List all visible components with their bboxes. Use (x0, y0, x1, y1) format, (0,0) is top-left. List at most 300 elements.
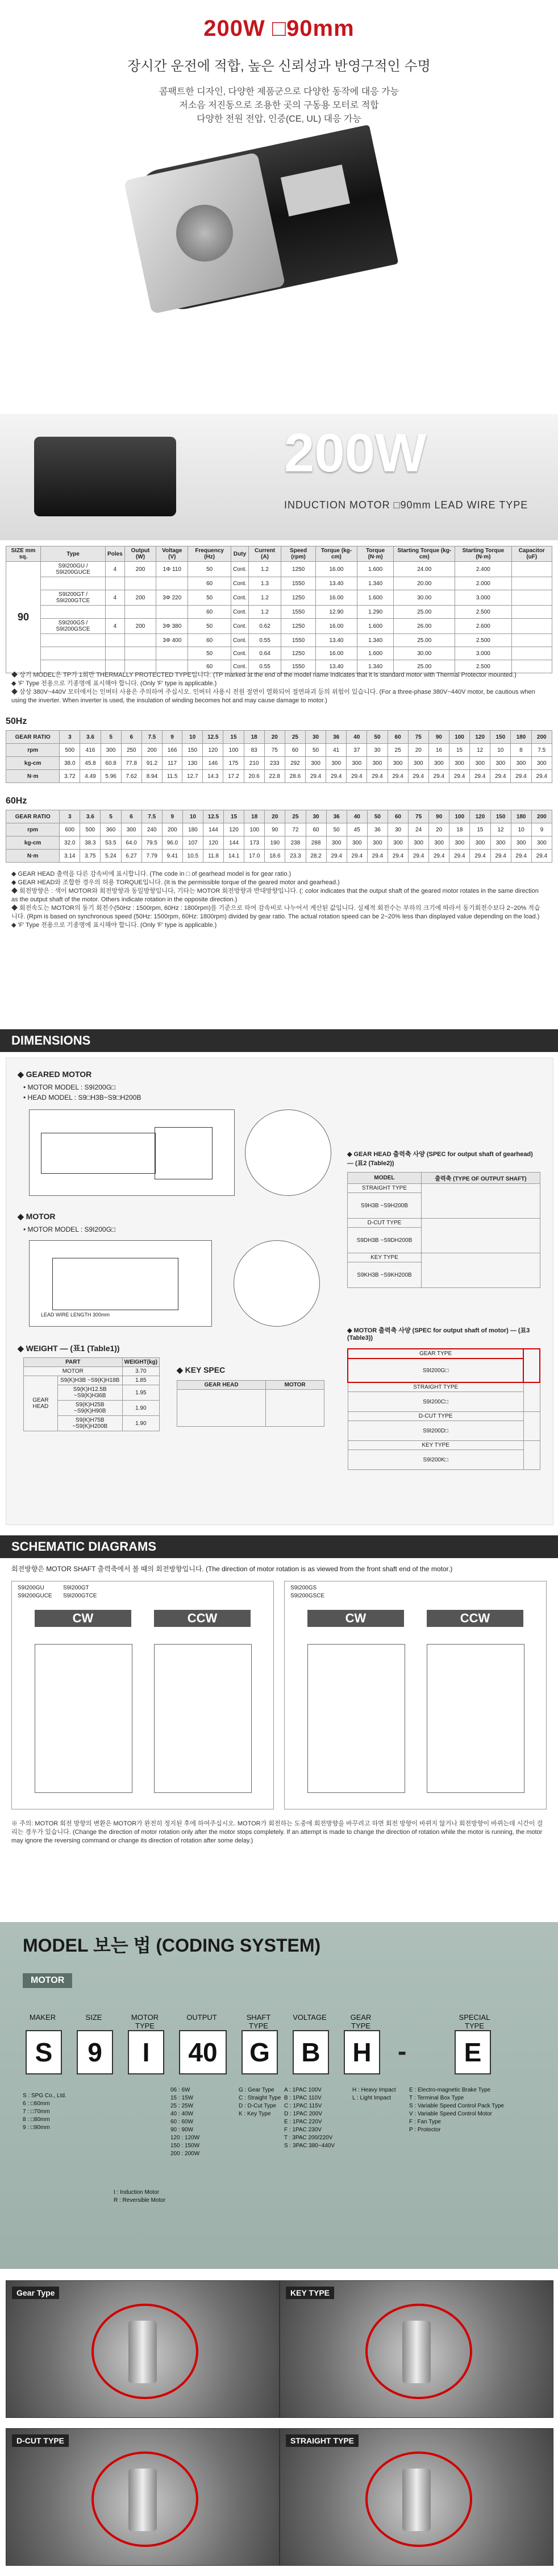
gear-cell: 29.4 (449, 770, 469, 783)
gear-cell: 120 (203, 836, 223, 850)
code-char: I (128, 2030, 164, 2074)
spec-cell: 60 (188, 634, 231, 647)
coding-desc-item: L : Light Impact (352, 2095, 391, 2101)
coding-desc-item: I : Induction Motor (114, 2189, 160, 2196)
weight-cell: S9(K)H25B ~S9(K)H90B (57, 1401, 122, 1416)
gear-cell: 38.3 (80, 836, 101, 850)
gear-cell: 20 (429, 823, 449, 836)
gear-row-label: N·m (6, 770, 60, 783)
gear-cell: 3.6 (80, 731, 101, 744)
gear-cell: 25 (285, 810, 306, 823)
spec-header-cell: Frequency (Hz) (188, 546, 231, 562)
gear-cell: 29.4 (326, 850, 347, 863)
gear-cell: 40 (347, 810, 367, 823)
spec-cell: 50 (188, 619, 231, 634)
gear-cell: 150 (490, 731, 511, 744)
gh-type: KEY TYPE (348, 1253, 422, 1262)
schem-model: S9I200GS (290, 1585, 317, 1591)
spec-cell: 16.00 (316, 647, 357, 660)
gear-cell: 300 (490, 836, 511, 850)
hero-section (0, 0, 558, 409)
schem-model: S9I200GT (63, 1585, 89, 1591)
gear-row-label: N·m (6, 850, 60, 863)
coding-desc-item: E : Electro-magnetic Brake Type (409, 2087, 491, 2093)
spec-cell: 1.2 (248, 562, 281, 577)
spec-cell (156, 647, 188, 660)
gear-cell: 53.5 (101, 836, 121, 850)
spec-cell: 200 (124, 619, 156, 634)
gearhead-spec-table (347, 1172, 540, 1288)
gear-cell: 72 (285, 823, 306, 836)
spec-header-cell: Duty (231, 546, 249, 562)
spec-cell: 4 (105, 562, 124, 577)
schem-model: S9I200GSCE (290, 1593, 325, 1599)
cw-diagram (307, 1644, 405, 1793)
gear-cell: 100 (223, 744, 244, 757)
weight-cell: GEAR HEAD (24, 1376, 58, 1431)
spec-row (6, 634, 552, 647)
banner-subtitle: INDUCTION MOTOR □90mm LEAD WIRE TYPE (284, 499, 528, 511)
spec-cell: 25.00 (394, 634, 455, 647)
gear-cell: 166 (163, 744, 182, 757)
gear-cell: 7.5 (531, 744, 552, 757)
gear-row-label: kg-cm (6, 836, 60, 850)
spec-cell: 3Φ 220 (156, 590, 188, 606)
gear-cell: 144 (224, 836, 244, 850)
spec-row (6, 590, 552, 606)
gh-type: S9KH3B ~S9KH200B (348, 1262, 422, 1288)
gear-note-1: ◆ GEAR HEAD 출력을 다른 감속비에 표시합니다. (The code in □ of gearhead model is for gear ratio.) (11, 871, 292, 877)
spec-cell: 0.55 (248, 634, 281, 647)
gear-cell: 146 (203, 757, 223, 770)
gear-cell: 10 (182, 731, 203, 744)
feature-line-2: 저소음 저진동으로 조용한 곳의 구동용 모터로 적합 (179, 101, 379, 110)
spec-cell: 16.00 (316, 619, 357, 634)
code-label: MAKER (29, 2013, 56, 2022)
gear-cell: 18 (244, 731, 264, 744)
gear-cell: 38.0 (60, 757, 80, 770)
gear-cell: 77.8 (121, 757, 141, 770)
gear-cell: 90 (428, 731, 449, 744)
coding-desc-item: K : Key Type (239, 2111, 271, 2117)
spec-cell: Cont. (231, 562, 249, 577)
coding-desc-item: S : Variable Speed Control Pack Type (409, 2103, 504, 2109)
gear-row (6, 757, 552, 770)
gear-cell: 200 (141, 744, 162, 757)
spec-cell (41, 647, 106, 660)
gm-drawing-body (41, 1133, 156, 1174)
gear-cell: 3 (60, 731, 80, 744)
gear-cell: 100 (449, 810, 470, 823)
gear-note-4: ◆ 회전속도는 MOTOR의 동기 회전수(50Hz : 1500rpm, 60Hz : 1800rpm)를 기준으로 하여 감속비로 나누어서 계산된 값입니다. 실제적 회전수는 부하의 크기에 따라서 동기회전수보다 2~20% 적습니다. (Rpm is based on synchronous speed (50Hz: 1500rpm, 60Hz: 1800rpm) divided by gear ratio. The actual rotation speed can be 2~20% less than displayed value depending on the load.) (11, 905, 540, 920)
spec-cell: 1250 (281, 562, 316, 577)
ccw-diagram (427, 1644, 524, 1793)
weight-cell: MOTOR (24, 1367, 123, 1376)
gear-cell: 180 (182, 823, 203, 836)
spec-table-wrap (6, 546, 552, 673)
gear-cell: 15 (224, 810, 244, 823)
gear-cell: 18 (449, 823, 470, 836)
gear-cell: 300 (121, 823, 141, 836)
coding-desc-item: F : 1PAC 230V (284, 2127, 322, 2133)
spec-table-header (6, 546, 552, 562)
gh-col-shaft: 출력축 (TYPE OF OUTPUT SHAFT) (421, 1173, 540, 1184)
spec-cell: 25.00 (394, 606, 455, 619)
gh-type: STRAIGHT TYPE (348, 1184, 422, 1193)
gear-cell: 150 (182, 744, 203, 757)
spec-cell: 50 (188, 647, 231, 660)
gear-cell: 45 (347, 823, 367, 836)
gear50-table-wrap (6, 730, 552, 783)
gear-cell: 300 (101, 744, 121, 757)
spec-cell: S9I200GT / S9I200GTCE (41, 590, 106, 606)
gh-type: S9DH3B ~S9DH200B (348, 1228, 422, 1253)
m-type: D-CUT TYPE (348, 1412, 523, 1421)
weight-title: ◆ WEIGHT — (표1 (Table1)) (18, 1344, 120, 1353)
spec-cell: 13.40 (316, 634, 357, 647)
spec-cell: 1.600 (357, 647, 393, 660)
code-label: SHAFT TYPE (246, 2013, 271, 2030)
spec-cell: S9I200GU / S9I200GUCE (41, 562, 106, 577)
spec-cell: 24.00 (394, 562, 455, 577)
gear60-label: 60Hz (6, 796, 27, 806)
gear-cell: 37 (347, 744, 367, 757)
coding-desc-item: 06 : 6W (170, 2087, 190, 2093)
gm-drawing-head (155, 1127, 213, 1179)
photo-tag: Gear Type (12, 2287, 59, 2299)
gear-cell: 9.41 (162, 850, 182, 863)
gear-cell: 29.4 (470, 770, 490, 783)
gear-cell: 300 (531, 757, 552, 770)
gear-cell: 12 (490, 823, 511, 836)
gear-row-label: rpm (6, 823, 60, 836)
gear-cell: 29.4 (511, 850, 531, 863)
spec-cell: 1.2 (248, 606, 281, 619)
spec-header-cell: Starting Torque (N·m) (455, 546, 511, 562)
gear-cell: 90 (429, 810, 449, 823)
spec-cell: 1550 (281, 660, 316, 673)
gear-cell: 233 (264, 757, 285, 770)
gear-cell: 7.5 (141, 810, 162, 823)
gear-cell: 7.5 (141, 731, 162, 744)
key-col-motor: MOTOR (266, 1381, 324, 1390)
spec-cell: 50 (188, 590, 231, 606)
gear-cell: 18.6 (265, 850, 285, 863)
gear-cell: 17.2 (223, 770, 244, 783)
spec-cell (511, 647, 552, 660)
spec-cell: 60 (188, 606, 231, 619)
gear-cell: 29.4 (531, 770, 552, 783)
gear-cell: 29.4 (490, 770, 511, 783)
spec-cell: 200 (124, 590, 156, 606)
m-shaft-img (523, 1382, 540, 1412)
gear-cell: 120 (203, 744, 223, 757)
highlight-circle (365, 2451, 472, 2547)
spec-cell: 1550 (281, 606, 316, 619)
gm-model: • MOTOR MODEL : S9I200G□ (23, 1083, 116, 1091)
gear-cell: 300 (449, 836, 470, 850)
gear-cell: 60 (306, 823, 326, 836)
gear-cell: 50 (305, 744, 326, 757)
gear-cell: 91.2 (141, 757, 162, 770)
gear-row-label: kg-cm (6, 757, 60, 770)
coding-desc-item: C : Straight Type (239, 2095, 281, 2101)
spec-cell: 1.340 (357, 577, 393, 590)
gear-cell: 300 (470, 836, 490, 850)
gear-cell: 5.24 (101, 850, 121, 863)
lead-wire-length: LEAD WIRE LENGTH 300mm (41, 1312, 110, 1318)
gear-cell: 22.8 (264, 770, 285, 783)
gear-cell: 100 (449, 731, 469, 744)
code-char: E (455, 2030, 491, 2074)
spec-header-cell: Torque (N·m) (357, 546, 393, 562)
spec-cell (41, 634, 106, 647)
gear-cell: 14.3 (203, 770, 223, 783)
gear-note-2: ◆ GEAR HEAD와 조합한 경우의 허용 TORQUE입니다. (It is the permissible torque of the geared motor and gearhead.) (11, 879, 340, 886)
ccw-diagram (154, 1644, 252, 1793)
gear-row (6, 850, 552, 863)
spec-cell (41, 577, 106, 590)
spec-cell: 1250 (281, 647, 316, 660)
spec-cell: 200 (124, 562, 156, 577)
gear-cell: 300 (326, 757, 347, 770)
gear-cell: 416 (80, 744, 101, 757)
key-spec-motor-img (266, 1390, 324, 1427)
gear-cell: 12.7 (182, 770, 203, 783)
spec-cell: 4 (105, 619, 124, 634)
spec-header-cell: Torque (kg-cm) (316, 546, 357, 562)
spec-cell: 3Φ 400 (156, 634, 188, 647)
gear-cell: 29.4 (367, 850, 388, 863)
highlight-circle (91, 2304, 198, 2399)
gear-cell: 24 (409, 823, 429, 836)
gear-cell: 7.79 (141, 850, 162, 863)
photo-gear-type (6, 2280, 280, 2418)
gear-cell: 15 (223, 731, 244, 744)
spec-cell: Cont. (231, 634, 249, 647)
spec-cell: 2.000 (455, 577, 511, 590)
gear-cell: 288 (306, 836, 326, 850)
gear-cell: 9 (162, 810, 182, 823)
m-shaft-img (523, 1349, 540, 1382)
spec-cell (124, 606, 156, 619)
gear-cell: 10 (490, 744, 511, 757)
spec-cell: 1550 (281, 634, 316, 647)
gear-row (6, 744, 552, 757)
spec-cell: 1550 (281, 577, 316, 590)
spec-cell: 4 (105, 590, 124, 606)
photo-tag: D-CUT TYPE (12, 2434, 69, 2447)
spec-cell (105, 577, 124, 590)
schematic-header: SCHEMATIC DIAGRAMS (0, 1535, 558, 1558)
spec-cell: 3.000 (455, 647, 511, 660)
spec-notes (11, 671, 545, 705)
weight-cell: 3.70 (122, 1367, 159, 1376)
spec-row (6, 577, 552, 590)
code-char: S (26, 2030, 62, 2074)
coding-desc-item: H : Heavy Impact (352, 2087, 396, 2093)
code-label: OUTPUT (186, 2013, 217, 2022)
gear-cell: 17.0 (244, 850, 265, 863)
gear-row-label: GEAR RATIO (6, 810, 60, 823)
gear-row-label: GEAR RATIO (6, 731, 60, 744)
spec-cell (41, 606, 106, 619)
cw-label: CW (307, 1610, 404, 1627)
coding-desc-item: B : 1PAC 110V (284, 2095, 322, 2101)
gear-cell: 200 (162, 823, 182, 836)
gear-cell: 200 (531, 731, 552, 744)
gear-cell: 180 (511, 810, 531, 823)
weight-cell: S9(K)H12.5B ~S9(K)H36B (57, 1385, 122, 1401)
gear-cell: 60.8 (101, 757, 121, 770)
banner-motor-image (34, 437, 176, 516)
page-title: 200W □90mm (203, 16, 355, 41)
gear-cell: 300 (408, 757, 428, 770)
dimensions-panel (6, 1058, 553, 1525)
gear-cell: 36 (326, 731, 347, 744)
gear-cell: 300 (388, 836, 408, 850)
gear-cell: 29.4 (511, 770, 531, 783)
spec-cell: 1.2 (248, 590, 281, 606)
gear-cell: 32.0 (60, 836, 80, 850)
gear-cell: 29.4 (429, 850, 449, 863)
m-type: S9I200K□ (348, 1450, 523, 1470)
spec-cell: Cont. (231, 619, 249, 634)
spec-cell (511, 606, 552, 619)
gear-cell: 45.8 (80, 757, 101, 770)
m-type: STRAIGHT TYPE (348, 1382, 523, 1392)
gh-shaft-img (421, 1184, 540, 1219)
weight-cell: 1.85 (122, 1376, 159, 1385)
gear-cell: 64.0 (121, 836, 141, 850)
gear-cell: 28.6 (285, 770, 305, 783)
code-char: 40 (179, 2030, 227, 2074)
spec-cell (511, 562, 552, 577)
spec-note-1: ◆ 상기 MODEL은 TP가 1회만 THERMALLY PROTECTED TYPE입니다. (TP marked at the end of the model name indicates that it is standard motor with Thermal Protector mounted.) (11, 672, 517, 678)
gear-cell: 500 (60, 744, 80, 757)
gear-cell: 300 (470, 757, 490, 770)
code-label: VOLTAGE (293, 2013, 327, 2022)
gear-cell: 250 (121, 744, 141, 757)
spec-cell: 30.00 (394, 590, 455, 606)
photo-straight-type (280, 2428, 553, 2566)
gear-row (6, 810, 552, 823)
spec-table-body (6, 562, 552, 673)
motor-front-view (234, 1240, 320, 1327)
coding-desc-item: 9 : □90mm (23, 2124, 50, 2131)
gear-cell: 6.27 (121, 850, 141, 863)
spec-cell: 13.40 (316, 577, 357, 590)
spec-cell: 1.600 (357, 619, 393, 634)
gear-cell: 300 (388, 757, 408, 770)
m-shaft-img (523, 1441, 540, 1470)
spec-cell (511, 619, 552, 634)
gear-cell: 12.5 (203, 810, 223, 823)
gear-cell: 300 (449, 757, 469, 770)
gear-cell: 240 (141, 823, 162, 836)
weight-cell: 1.90 (122, 1416, 159, 1431)
gear-cell: 29.4 (367, 770, 388, 783)
gear-cell: 14.1 (224, 850, 244, 863)
code-label: SIZE (85, 2013, 102, 2022)
m-type: S9I200D□ (348, 1421, 523, 1441)
gear-cell: 360 (101, 823, 121, 836)
photo-key-type (280, 2280, 553, 2418)
gearhead-spec-title: ◆ GEAR HEAD 출력축 사양 (SPEC for output shaft of gearhead) — (표2 (Table2)) (347, 1151, 533, 1167)
gear-cell: 28.2 (306, 850, 326, 863)
gear-cell: 5 (101, 810, 121, 823)
spec-cell: Cont. (231, 647, 249, 660)
gear-cell: 300 (409, 836, 429, 850)
code-char: H (344, 2030, 380, 2074)
spec-header-cell: SIZE mm sq. (6, 546, 41, 562)
gear-cell: 3 (60, 810, 80, 823)
coding-desc-item: 120 : 120W (170, 2135, 200, 2141)
gear-cell: 36 (326, 810, 347, 823)
gear-cell: 3.6 (80, 810, 101, 823)
gear-cell: 96.0 (162, 836, 182, 850)
gear-cell: 79.5 (141, 836, 162, 850)
coding-motor-tag: MOTOR (23, 1973, 72, 1988)
gear-cell: 40 (347, 731, 367, 744)
schem-model: S9I200GTCE (63, 1593, 97, 1599)
gear-cell: 107 (182, 836, 203, 850)
spec-header-cell: Current (A) (248, 546, 281, 562)
highlight-circle (365, 2304, 472, 2399)
gear-cell: 12 (470, 744, 490, 757)
gear-cell: 5 (101, 731, 121, 744)
gear-cell: 210 (244, 757, 264, 770)
spec-note-3: ◆ 삼상 380V~440V 모터에서는 인버터 사용은 주의하여 주십시오. 인버터 사용시 전원 절연이 열화되어 절연파괴 등의 위험이 있습니다. (For a three-phase 380V~440V motor, be cautious when using the inverter. When inverter is used, the insulation of winding becomes hot and may cause damage to motor.) (11, 689, 535, 704)
coding-desc-item: 25 : 25W (170, 2103, 194, 2109)
gear-cell: 15 (449, 744, 469, 757)
gear-cell: 41 (326, 744, 347, 757)
gear-cell: 238 (285, 836, 306, 850)
m-type: GEAR TYPE (348, 1349, 523, 1359)
gear-cell: 18 (244, 810, 265, 823)
gear-cell: 50 (367, 731, 388, 744)
spec-cell: 26.00 (394, 619, 455, 634)
coding-desc-item: 6 : □60mm (23, 2101, 50, 2107)
spec-cell: 16.00 (316, 562, 357, 577)
feature-line-1: 콤팩트한 디자인, 다양한 제품군으로 다양한 동작에 대응 가능 (159, 87, 399, 97)
gear-cell: 29.4 (347, 770, 367, 783)
spec-cell: S9I200GS / S9I200GSCE (41, 619, 106, 634)
m-type: KEY TYPE (348, 1441, 523, 1450)
coding-desc-item: 200 : 200W (170, 2151, 200, 2157)
spec-cell: Cont. (231, 606, 249, 619)
code-char: - (398, 2036, 407, 2066)
gear-cell: 20 (408, 744, 428, 757)
gear-cell: 60 (388, 810, 408, 823)
gm-front-view (245, 1109, 331, 1196)
gear-cell: 75 (408, 731, 428, 744)
gear-row (6, 770, 552, 783)
schematic-right (284, 1581, 547, 1809)
gear-cell: 173 (244, 836, 265, 850)
code-label: MOTOR TYPE (131, 2013, 159, 2030)
gear-cell: 300 (347, 836, 367, 850)
weight-cell: S9(K)H3B ~S9(K)H18B (57, 1376, 122, 1385)
gear-cell: 11.5 (163, 770, 182, 783)
gear-cell: 300 (429, 836, 449, 850)
gear-cell: 50 (367, 810, 388, 823)
coding-desc-item: D : D-Cut Type (239, 2103, 276, 2109)
gear50-label: 50Hz (6, 717, 27, 726)
photo-dcut-type (6, 2428, 280, 2566)
gear-cell: 23.3 (285, 850, 306, 863)
gear50-table (6, 730, 552, 783)
